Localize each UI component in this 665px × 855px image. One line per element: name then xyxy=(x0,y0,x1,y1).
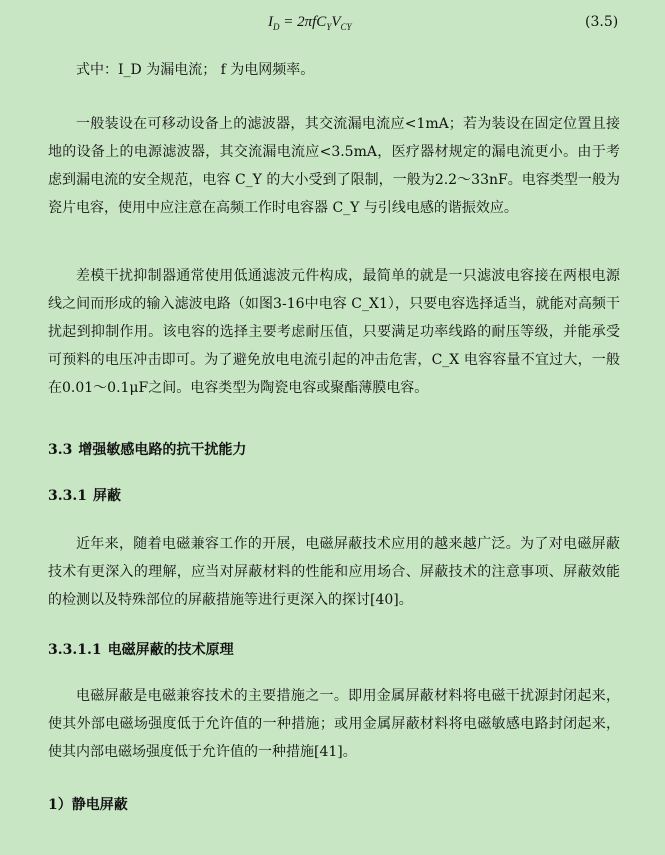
heading-text: 电磁屏蔽的技术原理 xyxy=(107,642,234,658)
paragraph-text: 电磁屏蔽是电磁兼容技术的主要措施之一。即用金属屏蔽材料将电磁干扰源封闭起来，使其外部电磁场强度低于允许值的一种措施；或用金属屏蔽材料将电磁敏感电路封闭起来，使其内部电磁场强度低于允许值的一种措施[41]。 xyxy=(48,688,620,760)
equation-text: V xyxy=(331,14,341,30)
paragraph-text: 差模干扰抑制器通常使用低通滤波元件构成，最简单的就是一只滤波电容接在两根电源线之间而形成的输入滤波电路（如图3-16中电容 C_X1），只要电容选择适当，就能对高频干扰起到抑制作用。该电容的选择主要考虑耐压值，只要满足功率线路的耐压等级，并能承受可预料的电压冲击即可。为了避免放电电流引起的冲击危害，C_X 电容容量不宜过大，一般在0.01～0.1μF之间。电容类型为陶瓷电容或聚酯薄膜电容。 xyxy=(48,268,620,396)
heading-number: 3.3.1.1 xyxy=(48,642,102,658)
heading-text: 屏蔽 xyxy=(92,488,121,504)
paragraph-text: 一般装设在可移动设备上的滤波器，其交流漏电流应<1mA；若为装设在固定位置且接地的设备上的电源滤波器，其交流漏电流应<3.5mA，医疗器材规定的漏电流更小。由于考虑到漏电流的安全规范，电容 C_Y 的大小受到了限制，一般为2.2～33nF。电容类型一般为瓷片电容，使用中应注意在高频工作时电容器 C_Y 与引线电感的谐振效应。 xyxy=(48,116,620,216)
paragraph-3 xyxy=(48,530,620,614)
equation-text: = 2πfC xyxy=(279,14,327,30)
paragraph-text: 近年来，随着电磁兼容工作的开展，电磁屏蔽技术应用的越来越广泛。为了对电磁屏蔽技术有更深入的理解，应当对屏蔽材料的性能和应用场合、屏蔽技术的注意事项、屏蔽效能的检测以及特殊部位的屏蔽措施等进行更深入的探讨[40]。 xyxy=(48,536,620,608)
paragraph-2 xyxy=(48,262,620,402)
paragraph-1 xyxy=(48,110,620,222)
equation-formula xyxy=(268,14,352,32)
section-heading-3-3-1 xyxy=(48,486,620,506)
heading-number: 3.3 xyxy=(48,442,73,458)
equation-sub: D xyxy=(273,22,280,32)
equation-sub: Y xyxy=(326,22,332,32)
section-heading-3-3 xyxy=(48,440,620,460)
subsection-heading-static-shield: 1）静电屏蔽 xyxy=(48,797,128,813)
equation-number: (3.5) xyxy=(585,14,619,30)
section-heading-3-3-1-1 xyxy=(48,640,620,660)
equation-note: 式中：I_D 为漏电流； f 为电网频率。 xyxy=(76,62,315,78)
equation-text: I xyxy=(268,14,273,30)
equation-sub: CY xyxy=(340,22,352,32)
heading-number: 3.3.1 xyxy=(48,488,87,504)
paragraph-4 xyxy=(48,682,620,766)
heading-text: 增强敏感电路的抗干扰能力 xyxy=(78,442,247,458)
